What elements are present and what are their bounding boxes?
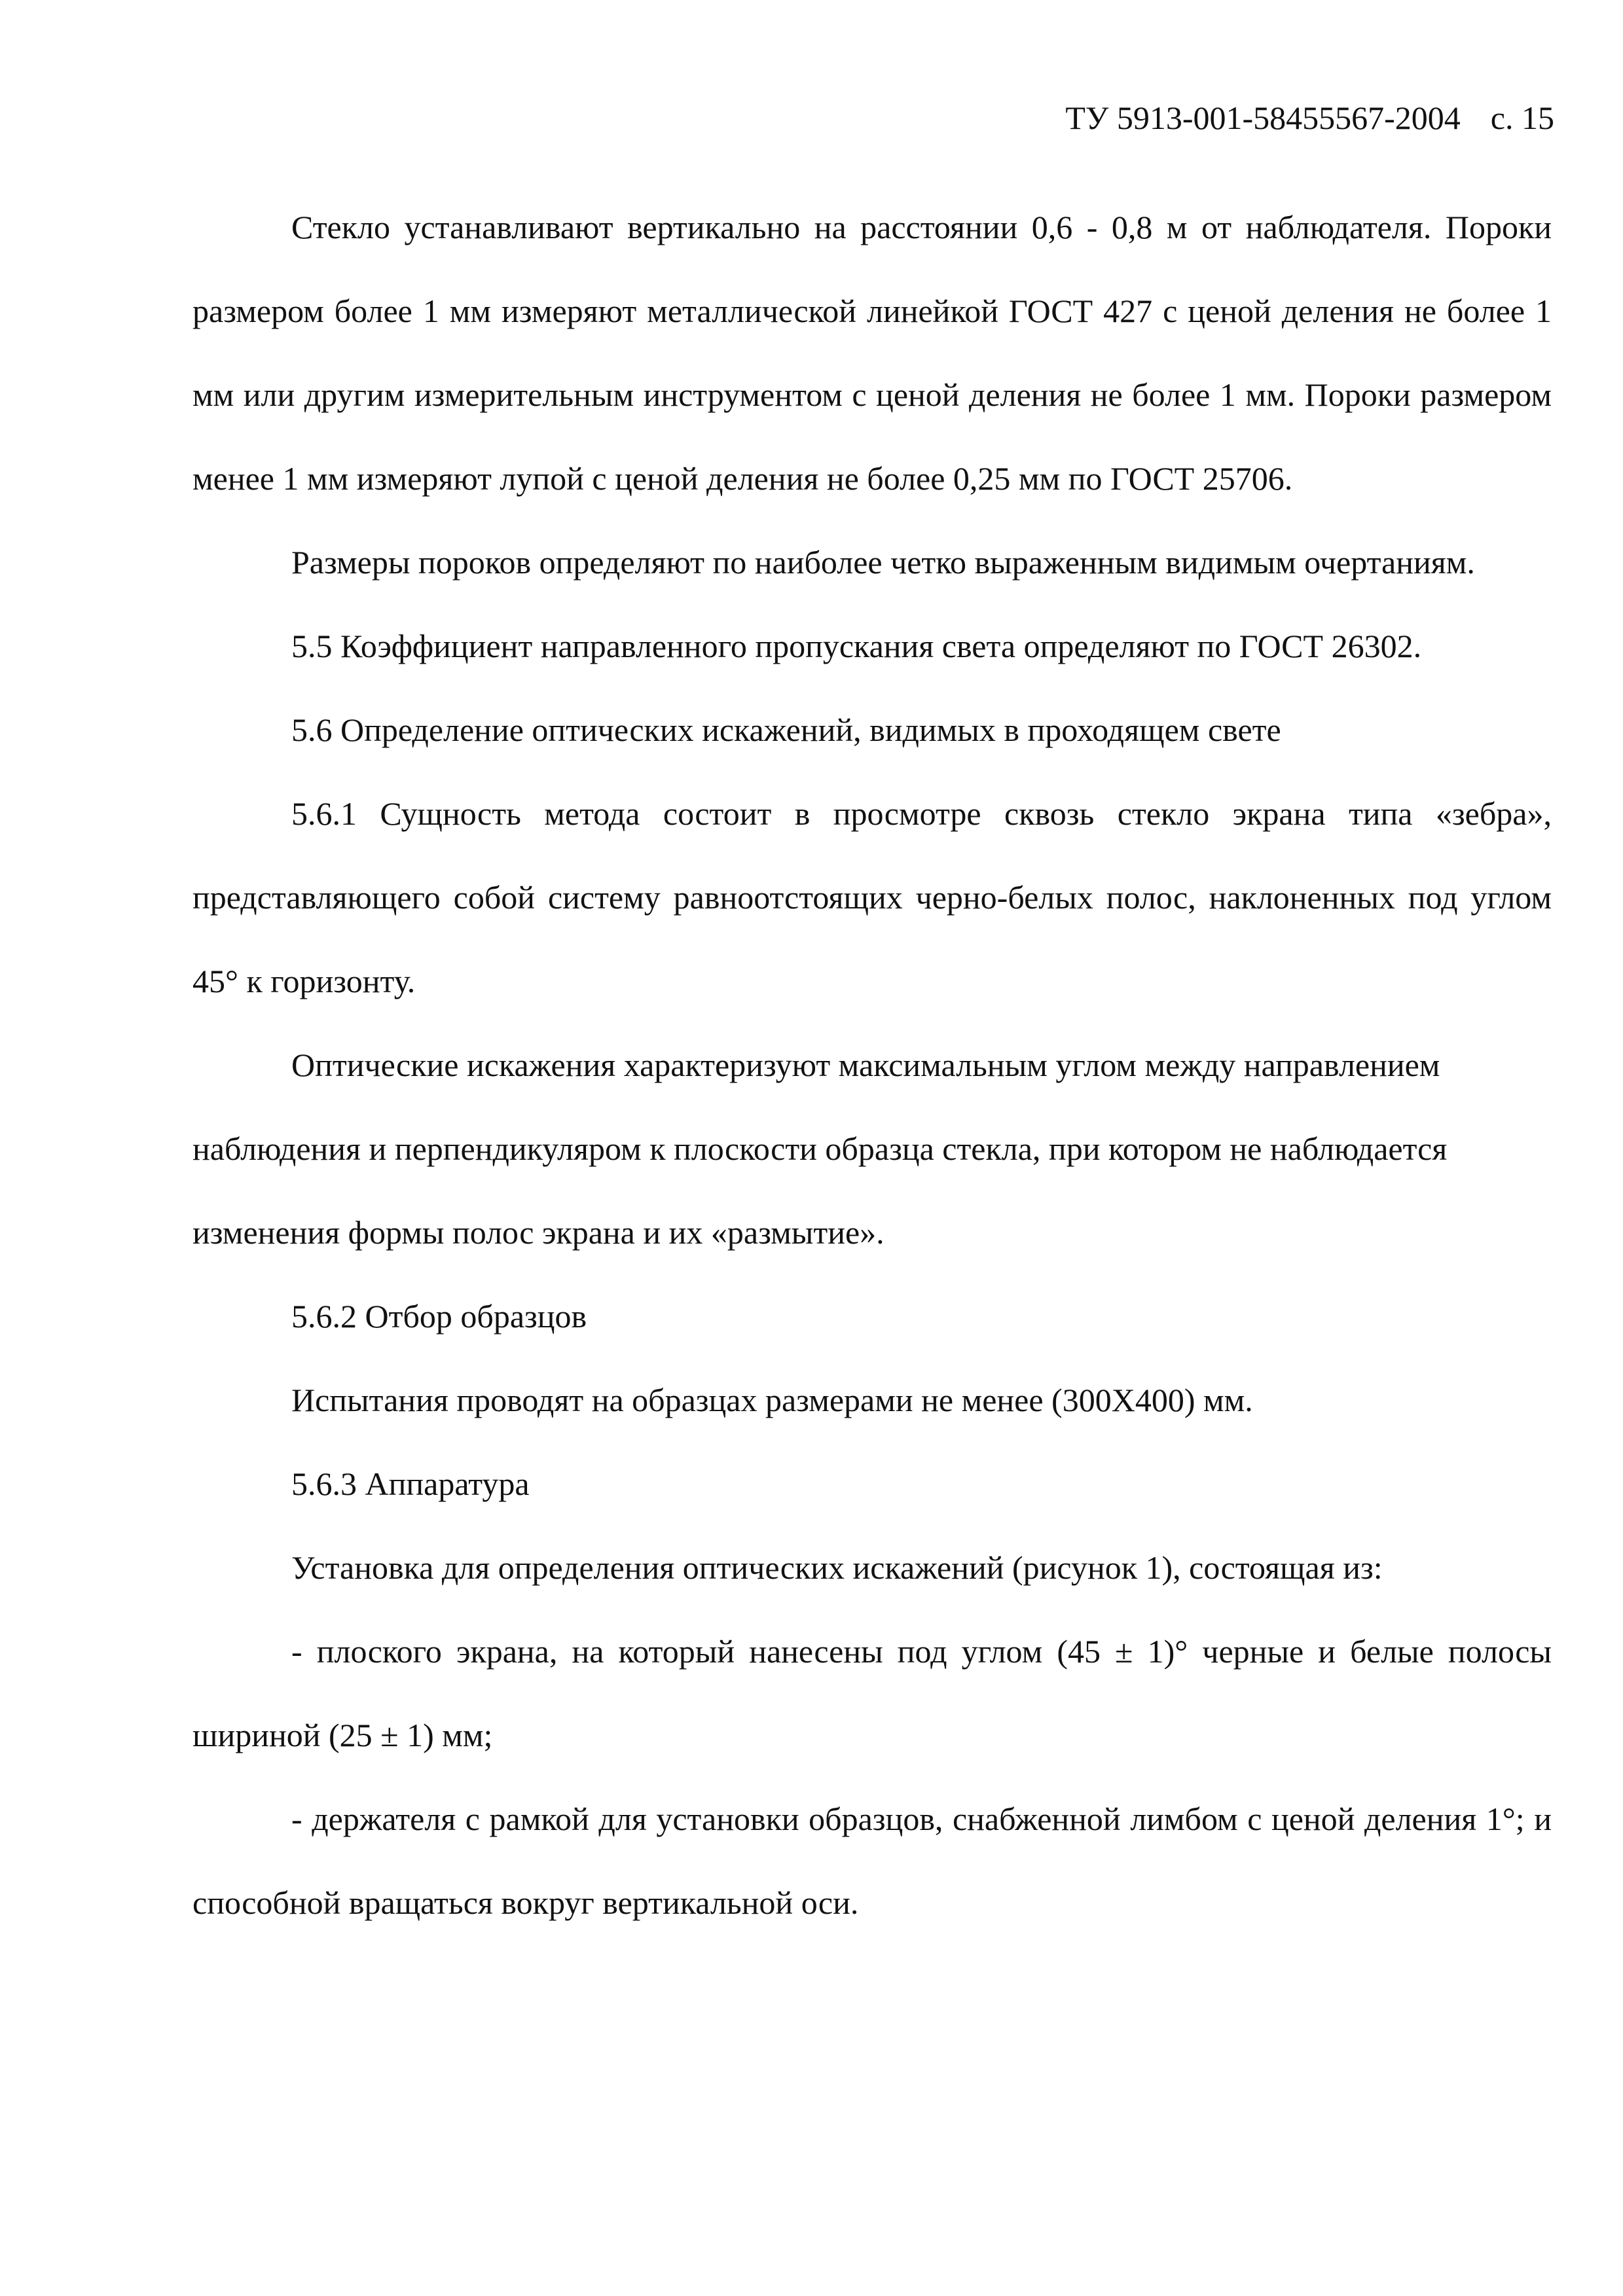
- page-header: [1065, 98, 1554, 137]
- section-5-6-heading: 5.6 Определение оптических искажений, видимых в проходящем свете: [291, 711, 1281, 748]
- section-5-5: 5.5 Коэффициент направленного пропускания света определяют по ГОСТ 26302.: [291, 628, 1422, 664]
- paragraph-optical-distortion: Оптические искажения характеризуют максимальным углом между направлением наблюдения и перпендикуляром к плоскости образца стекла, при котором не наблюдается изменения формы полос экрана и их «размытие».: [192, 1047, 1448, 1251]
- paragraph-defects-measurement: Стекло устанавливают вертикально на расстоянии 0,6 - 0,8 м от наблюдателя. Пороки размером более 1 мм измеряют металлической линейкой ГОСТ 427 с ценой деления не более 1 мм или другим измерительным инструментом с ценой деления не более 1 мм. Пороки размером менее 1 мм измеряют лупой с ценой деления не более 0,25 мм по ГОСТ 25706.: [192, 209, 1552, 497]
- paragraph-apparatus-intro: Установка для определения оптических искажений (рисунок 1), состоящая из:: [291, 1549, 1383, 1586]
- document-body: [192, 185, 1552, 1945]
- section-5-6-2-heading: 5.6.2 Отбор образцов: [291, 1298, 587, 1335]
- section-5-6-1: 5.6.1 Сущность метода состоит в просмотре сквозь стекло экрана типа «зебра», представляющего собой систему равноотстоящих черно-белых полос, наклоненных под углом 45° к горизонту.: [192, 795, 1552, 999]
- page-number: с. 15: [1490, 99, 1554, 136]
- list-item-flat-screen: - плоского экрана, на который нанесены под углом (45 ± 1)° черные и белые полосы шириной (25 ± 1) мм;: [192, 1633, 1552, 1753]
- section-5-6-3-heading: 5.6.3 Аппаратура: [291, 1465, 530, 1502]
- list-item-holder: - держателя с рамкой для установки образцов, снабженной лимбом с ценой деления 1°; и способной вращаться вокруг вертикальной оси.: [192, 1801, 1552, 1921]
- paragraph-sample-size: Испытания проводят на образцах размерами не менее (300Х400) мм.: [291, 1382, 1253, 1418]
- document-code: ТУ 5913-001-58455567-2004: [1065, 99, 1461, 136]
- paragraph-defect-size-rule: Размеры пороков определяют по наиболее четко выраженным видимым очертаниям.: [291, 544, 1475, 581]
